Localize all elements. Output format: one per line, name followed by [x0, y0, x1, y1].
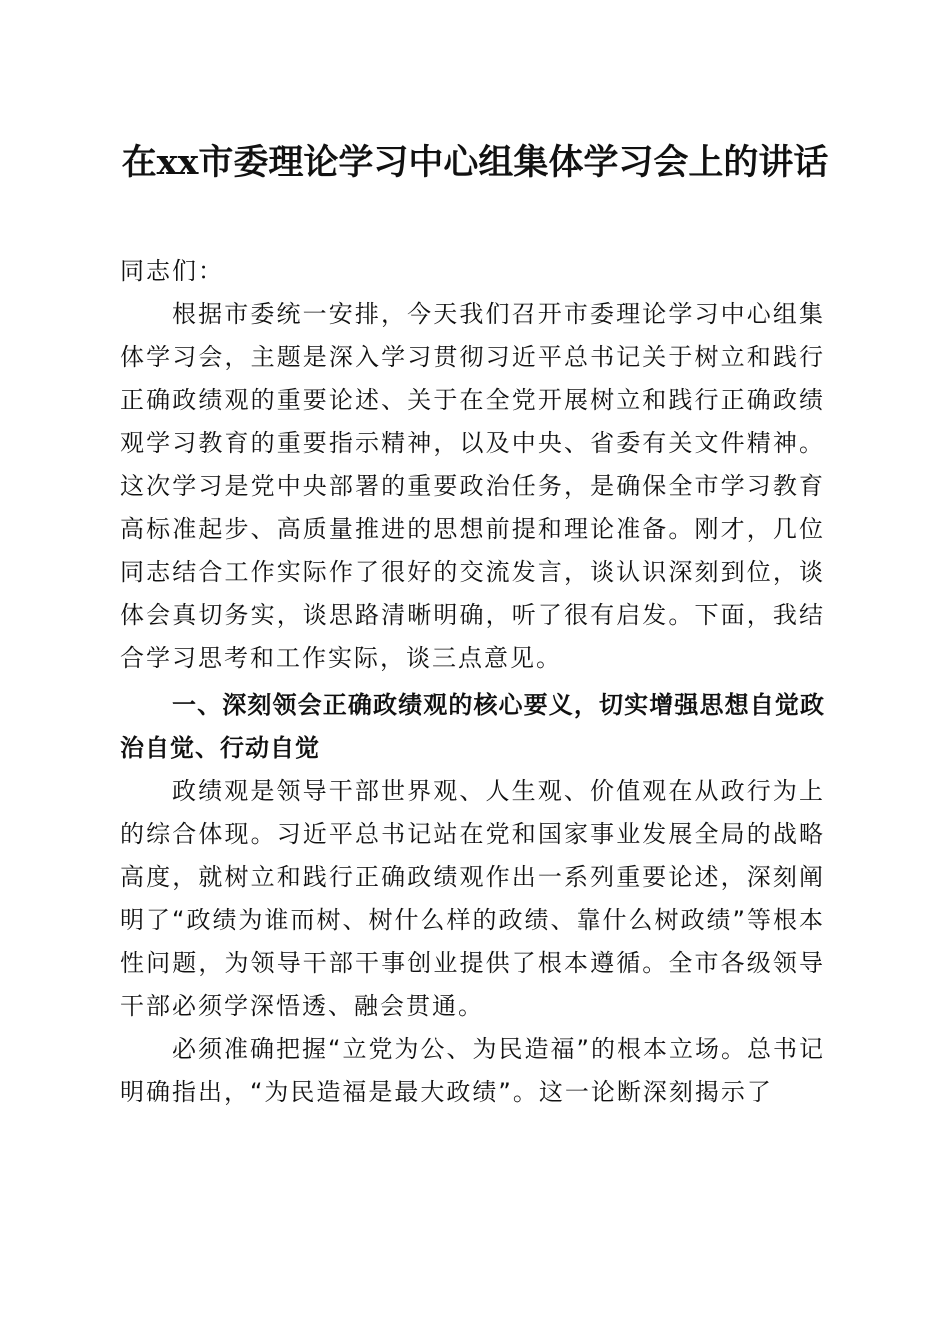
salutation: 同志们： — [120, 257, 224, 285]
section-paragraph: 政绩观是领导干部世界观、人生观、价值观在从政行为上的综合体现。习近平总书记站在党和国家事业发展全局的战略高度，就树立和践行正确政绩观作出一系列重要论述，深刻阐明了“政绩为谁而树、树什么样的政绩、靠什么树政绩”等根本性问题，为领导干部干事创业提供了根本遵循。全市各级领导干部必须学深悟透、融会贯通。 — [120, 777, 825, 1020]
section-paragraph: 必须准确把握“立党为公、为民造福”的根本立场。总书记明确指出，“为民造福是最大政绩”。这一论断深刻揭示了 — [120, 1035, 825, 1106]
document-title: 在xx市委理论学习中心组集体学习会上的讲话 — [121, 142, 829, 183]
section-heading: 一、深刻领会正确政绩观的核心要义，切实增强思想自觉政治自觉、行动自觉 — [120, 691, 825, 762]
document-body — [120, 250, 825, 1114]
intro-paragraph: 根据市委统一安排，今天我们召开市委理论学习中心组集体学习会，主题是深入学习贯彻习近平总书记关于树立和践行正确政绩观的重要论述、关于在全党开展树立和践行正确政绩观学习教育的重要指示精神，以及中央、省委有关文件精神。这次学习是党中央部署的重要政治任务，是确保全市学习教育高标准起步、高质量推进的思想前提和理论准备。刚才，几位同志结合工作实际作了很好的交流发言，谈认识深刻到位，谈体会真切务实，谈思路清晰明确，听了很有启发。下面，我结合学习思考和工作实际，谈三点意见。 — [120, 300, 825, 672]
